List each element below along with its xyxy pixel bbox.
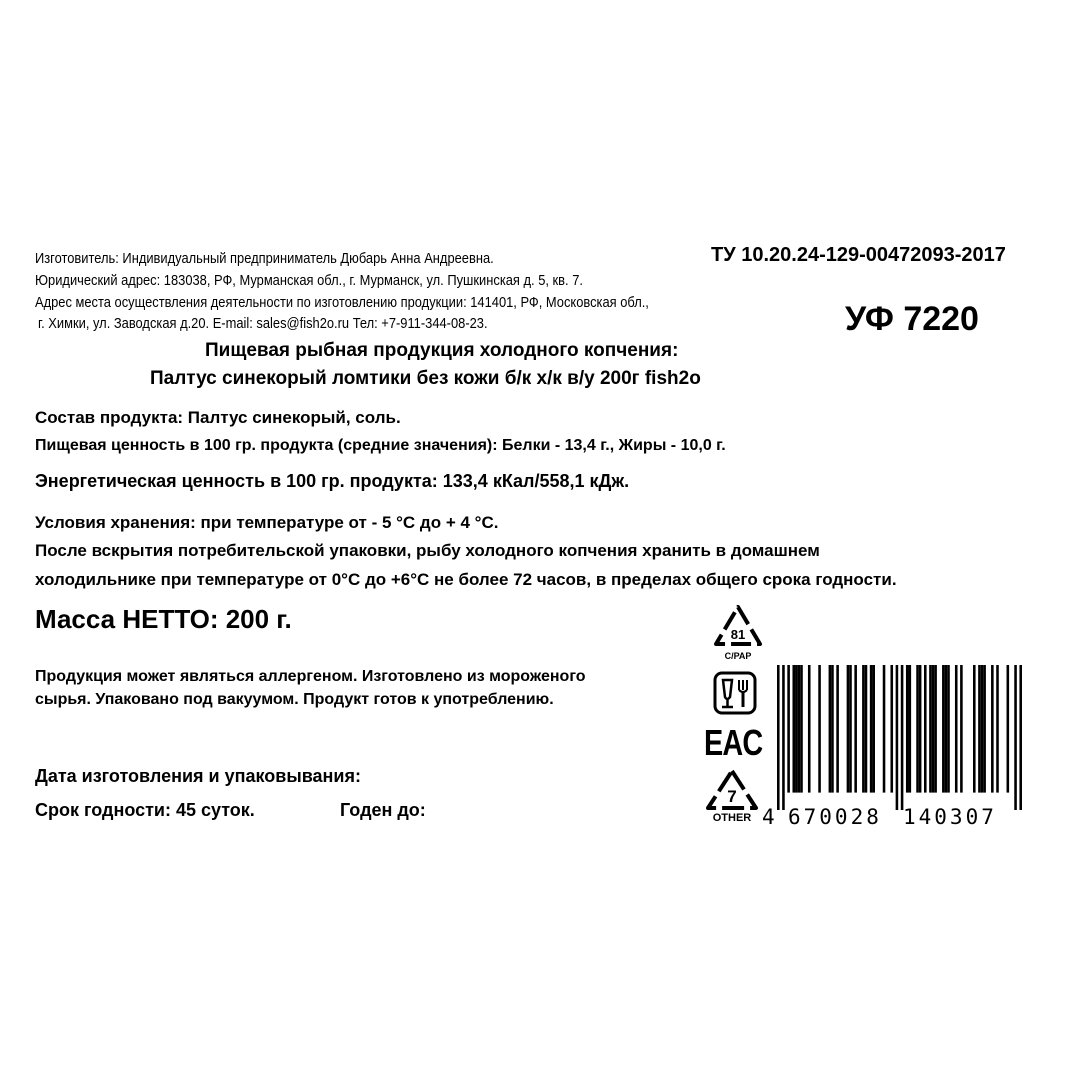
storage-line-1: Условия хранения: при температуре от - 5 °С до + 4 °С. — [35, 513, 499, 532]
product-code: УФ 7220 — [845, 300, 979, 338]
net-weight: Масса НЕТТО: 200 г. — [35, 604, 292, 634]
manufacturer-line: Изготовитель: Индивидуальный предприниматель Дюбарь Анна Андреевна. — [35, 250, 494, 267]
barcode-bar — [901, 665, 904, 810]
recycle-81-number: 81 — [730, 627, 746, 642]
storage-line-2: После вскрытия потребительской упаковки, рыбу холодного копчения хранить в домашнем — [35, 541, 820, 560]
barcode-bar — [978, 665, 981, 793]
barcode-bar — [983, 665, 986, 793]
barcode-bar — [865, 665, 868, 793]
barcode-bar — [945, 665, 948, 793]
barcode-bar — [854, 665, 857, 793]
barcode-bar — [934, 665, 937, 793]
barcode-bar — [862, 665, 865, 793]
food-contact-icon — [712, 670, 758, 716]
barcode-bar — [973, 665, 976, 793]
barcode-bar — [808, 665, 811, 793]
barcode-bar — [800, 665, 803, 793]
barcode-bar — [787, 665, 790, 793]
barcode-bar — [916, 665, 919, 793]
barcode-bar — [1007, 665, 1010, 793]
barcode-bar — [955, 665, 958, 793]
barcode-bar — [1014, 665, 1017, 810]
nutrition-value: Пищевая ценность в 100 гр. продукта (средние значения): Белки - 13,4 г., Жиры - 10,0 г. — [35, 437, 726, 454]
barcode-group-2: 140307 — [903, 805, 997, 829]
product-title-line-1: Пищевая рыбная продукция холодного копчения: — [205, 340, 679, 361]
legal-address-line: Юридический адрес: 183038, РФ, Мурманская обл., г. Мурманск, ул. Пушкинская д. 5, кв. 7. — [35, 272, 583, 289]
barcode-bar — [792, 665, 795, 793]
tu-number: ТУ 10.20.24-129-00472093-2017 — [711, 244, 1006, 266]
barcode-group-1: 670028 — [788, 805, 882, 829]
barcode-bar — [829, 665, 832, 793]
barcode-bar — [818, 665, 821, 793]
recycle-7-label: OTHER — [712, 812, 752, 824]
best-before-label: Годен до: — [340, 800, 426, 820]
barcode-bar — [847, 665, 850, 793]
barcode-bar — [932, 665, 935, 793]
product-title-line-2: Палтус синекорый ломтики без кожи б/к х/к в/у 200г fish2o — [150, 368, 701, 389]
barcode-bar — [929, 665, 932, 793]
barcode-bar — [831, 665, 834, 793]
barcode-bar — [1019, 665, 1022, 810]
barcode-bar — [919, 665, 922, 793]
barcode-bar — [782, 665, 785, 810]
recycle-81-label: C/PAP — [724, 651, 752, 661]
barcode-bar — [777, 665, 780, 810]
barcode-bar — [924, 665, 927, 793]
composition: Состав продукта: Палтус синекорый, соль. — [35, 408, 401, 427]
barcode-bar — [996, 665, 999, 793]
barcode — [777, 665, 1022, 810]
barcode-bar — [870, 665, 873, 793]
barcode-bar — [849, 665, 852, 793]
notes-line-2: сырья. Упаковано под вакуумом. Продукт готов к употреблению. — [35, 691, 554, 708]
shelf-life: Срок годности: 45 суток. — [35, 800, 255, 820]
energy-value: Энергетическая ценность в 100 гр. продукта: 133,4 кКал/558,1 кДж. — [35, 471, 630, 491]
barcode-lead-digit: 4 — [762, 805, 778, 829]
barcode-bar — [947, 665, 950, 793]
barcode-bar — [890, 665, 893, 793]
manufacture-date-label: Дата изготовления и упаковывания: — [35, 766, 361, 786]
barcode-bar — [942, 665, 945, 793]
barcode-bar — [906, 665, 909, 793]
eac-mark: EAC — [704, 722, 763, 763]
recycle-7-number: 7 — [727, 787, 737, 806]
barcode-bar — [981, 665, 984, 793]
barcode-bar — [991, 665, 994, 793]
storage-line-3: холодильнике при температуре от 0°С до +6°С не более 72 часов, в пределах общего срока годности. — [35, 570, 897, 589]
barcode-bar — [883, 665, 886, 793]
barcode-bar — [896, 665, 899, 810]
barcode-bar — [795, 665, 798, 793]
barcode-bar — [836, 665, 839, 793]
barcode-bar — [960, 665, 963, 793]
activity-address-line-1: Адрес места осуществления деятельности по изготовлению продукции: 141401, РФ, Московская обл., — [35, 294, 649, 311]
activity-address-line-2: г. Химки, ул. Заводская д.20. E-mail: sales@fish2o.ru Тел: +7-911-344-08-23. — [38, 315, 488, 332]
recycle-7-icon — [704, 768, 760, 826]
barcode-bar — [872, 665, 875, 793]
notes-line-1: Продукция может являться аллергеном. Изготовлено из мороженого — [35, 668, 586, 685]
recycle-81-icon — [712, 604, 764, 666]
barcode-bar — [909, 665, 912, 793]
barcode-bar — [798, 665, 801, 793]
